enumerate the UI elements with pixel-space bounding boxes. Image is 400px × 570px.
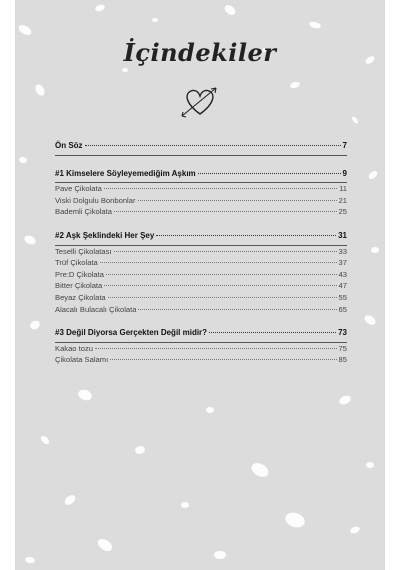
section-spacer (55, 218, 347, 230)
toc-entry-row (55, 195, 347, 207)
dot-leader (114, 251, 337, 252)
toc-page-number: 85 (338, 355, 347, 365)
dot-leader (156, 235, 336, 236)
toc-entry-row (55, 246, 347, 258)
dot-leader (106, 274, 337, 275)
toc-entry-row (55, 269, 347, 281)
toc-entry-row (55, 183, 347, 195)
toc-entry-row (55, 292, 347, 304)
toc-heading-row (55, 140, 347, 152)
section-spacer (55, 156, 347, 168)
toc-page-number: 47 (338, 281, 347, 291)
dot-leader (209, 332, 336, 333)
dot-leader (95, 348, 337, 349)
toc-label: Beyaz Çikolata (55, 292, 106, 302)
heart-arrow-icon (180, 84, 220, 118)
toc-label: Bitter Çikolata (55, 281, 103, 291)
toc-page-number: 43 (338, 269, 347, 279)
toc-entry-row (55, 206, 347, 218)
toc-page-number: 33 (338, 246, 347, 256)
toc-page-number: 75 (338, 343, 347, 353)
toc-label: Kakao tozu (55, 343, 93, 353)
toc-entry-row (55, 354, 347, 366)
toc-label: #3 Değil Diyorsa Gerçekten Değil midir? (55, 328, 208, 338)
toc-heading-row (55, 168, 347, 180)
toc-label: Ön Söz (55, 141, 83, 150)
toc-page-number: 65 (338, 304, 347, 314)
dot-leader (138, 200, 337, 201)
dot-leader (104, 285, 336, 286)
table-of-contents-page (15, 0, 385, 570)
dot-leader (114, 211, 337, 212)
toc-label: Çikolata Salamı (55, 355, 109, 365)
toc-entry-row (55, 304, 347, 316)
dot-leader (110, 359, 336, 360)
toc-entry-row (55, 257, 347, 269)
toc-page-number: 25 (338, 207, 347, 217)
toc-page-number: 11 (339, 184, 347, 194)
dot-leader (100, 262, 337, 263)
dot-leader (138, 309, 336, 310)
toc-entry-row (55, 280, 347, 292)
section-spacer (55, 315, 347, 327)
toc-label: #1 Kimselere Söyleyemediğim Aşkım (55, 168, 196, 178)
toc-label: #2 Aşk Şeklindeki Her Şey (55, 230, 155, 240)
toc-label: Trüf Çikolata (55, 258, 98, 268)
book-page (15, 0, 385, 570)
dot-leader (108, 297, 337, 298)
toc-list (55, 140, 347, 366)
toc-page-number: 37 (338, 258, 347, 268)
toc-page-number: 9 (342, 168, 347, 178)
toc-label: Pre:D Çikolata (55, 269, 104, 279)
toc-label: Teselli Çikolatası (55, 246, 112, 256)
page-title: İçindekiler (123, 38, 277, 67)
toc-entry-row (55, 343, 347, 355)
toc-page-number: 55 (338, 292, 347, 302)
toc-page-number: 21 (338, 195, 347, 205)
toc-heading-row (55, 230, 347, 242)
toc-heading-row (55, 327, 347, 339)
toc-page-number: 31 (338, 230, 347, 240)
toc-label: Viski Dolgulu Bonbonlar (55, 195, 136, 205)
toc-page-number: 7 (342, 141, 347, 150)
dot-leader (85, 145, 341, 146)
toc-label: Bademli Çikolata (55, 207, 112, 217)
dot-leader (198, 173, 341, 174)
toc-label: Pave Çikolata (55, 184, 102, 194)
toc-page-number: 73 (338, 328, 347, 338)
toc-label: Alacalı Bulacalı Çikolata (55, 304, 137, 314)
dot-leader (104, 188, 337, 189)
